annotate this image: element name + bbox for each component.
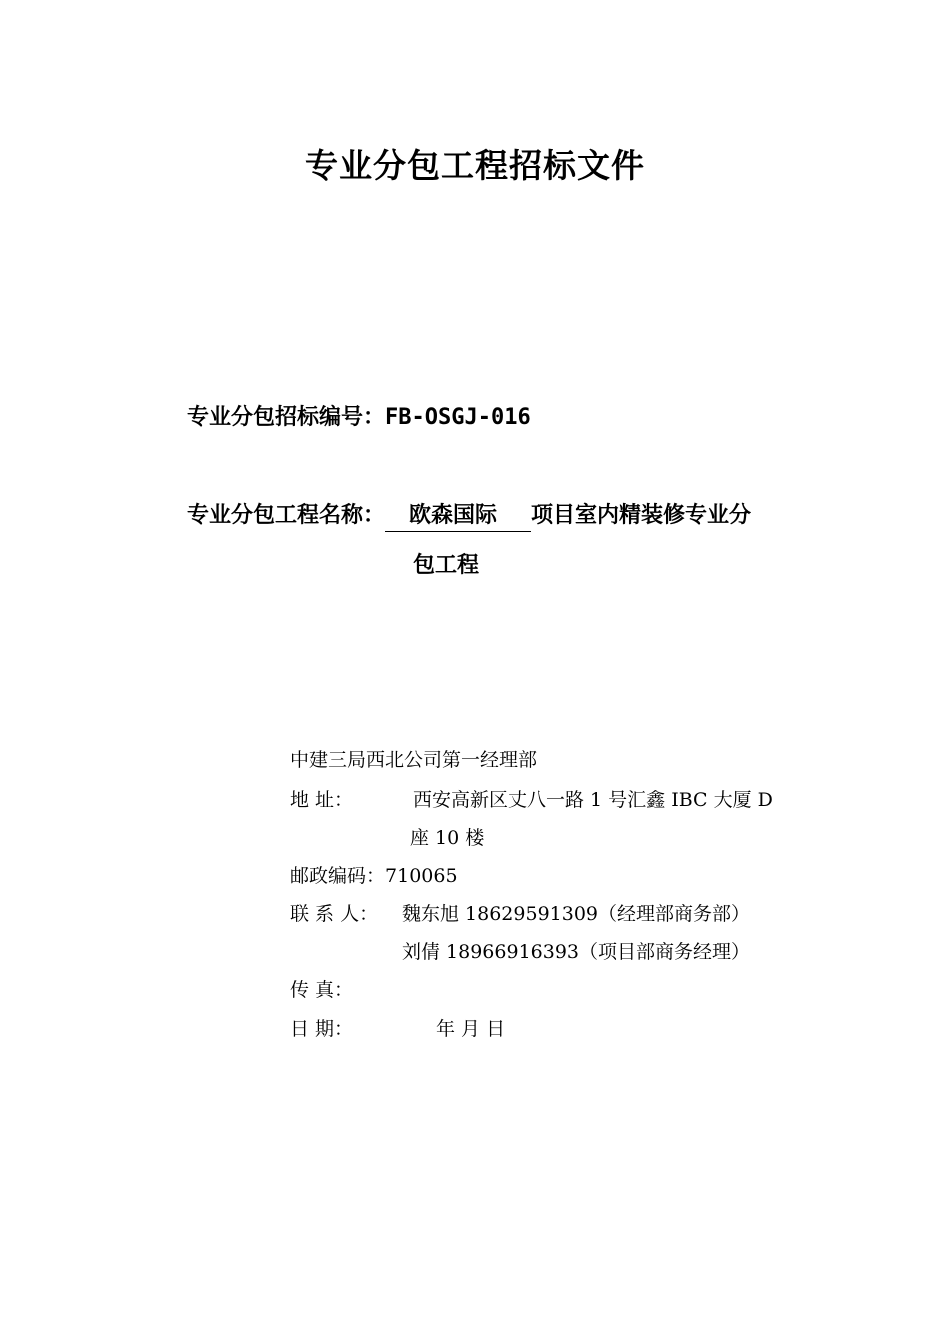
project-name-underlined: 欧森国际: [385, 503, 531, 532]
date-line: [290, 1014, 505, 1041]
date-label: 日 期：: [290, 1018, 354, 1040]
address-label: 地 址：: [290, 789, 354, 811]
bid-number-label: 专业分包招标编号：: [187, 405, 386, 430]
project-name-rest: 项目室内精装修专业分: [531, 503, 752, 528]
contact-line: [290, 899, 750, 926]
fax-label: 传 真：: [290, 979, 354, 1001]
postcode-label: 邮政编码：: [290, 865, 386, 887]
project-name-continuation: 包工程: [413, 553, 480, 578]
project-name-label: 专业分包工程名称：: [187, 503, 386, 528]
address-line: [290, 785, 773, 812]
document-title: 专业分包工程招标文件: [305, 146, 645, 185]
contact-label: 联 系 人：: [290, 903, 379, 925]
fax-line: [290, 975, 402, 1002]
company-name: 中建三局西北公司第一经理部: [290, 749, 538, 771]
bid-number-value: FB-OSGJ-016: [385, 405, 531, 430]
postcode-value: 710065: [385, 865, 458, 887]
date-value: 年 月 日: [436, 1018, 506, 1040]
address-value: 西安高新区丈八一路 1 号汇鑫 IBC 大厦 D: [413, 789, 773, 811]
contact-person-2: 刘倩 18966916393（项目部商务经理）: [402, 941, 751, 963]
postcode-line: [290, 861, 458, 888]
project-name-line: [187, 498, 751, 532]
address-continuation: 座 10 楼: [410, 827, 485, 849]
bid-number-line: [187, 400, 531, 431]
contact-person-1: 魏东旭 18629591309（经理部商务部）: [402, 903, 751, 925]
